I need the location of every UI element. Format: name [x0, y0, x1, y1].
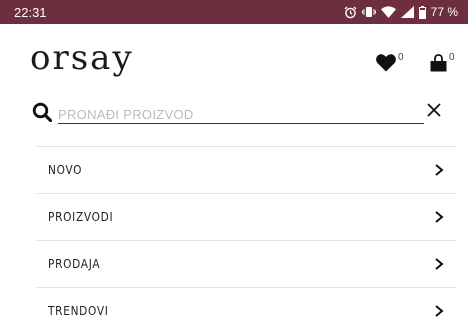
shopping-bag-icon [430, 54, 447, 72]
chevron-right-icon [434, 258, 444, 270]
vibrate-icon [362, 6, 376, 18]
menu-item-prodaja[interactable] [36, 240, 456, 287]
wishlist-button[interactable] [376, 54, 404, 72]
menu-item-label: NOVO [48, 163, 83, 177]
signal-icon [401, 6, 414, 18]
alarm-icon [344, 6, 357, 19]
category-menu [36, 146, 456, 329]
search-bar [32, 99, 440, 125]
chevron-right-icon [434, 211, 444, 223]
chevron-right-icon [434, 305, 444, 317]
menu-item-trendovi[interactable] [36, 287, 456, 329]
heart-icon [376, 54, 396, 72]
bag-count: 0 [449, 52, 455, 63]
chevron-right-icon [434, 164, 444, 176]
search-icon[interactable] [32, 102, 52, 122]
battery-percent: 77 % [430, 5, 458, 19]
app-header [0, 24, 468, 84]
menu-item-label: TRENDOVI [48, 304, 109, 318]
menu-item-proizvodi[interactable] [36, 193, 456, 240]
menu-item-label: PRODAJA [48, 257, 101, 271]
menu-item-label: PROIZVODI [48, 210, 114, 224]
search-input[interactable] [58, 100, 424, 124]
status-icons [344, 5, 458, 19]
close-icon[interactable] [426, 102, 442, 118]
battery-icon [419, 6, 426, 19]
orsay-logo[interactable]: orsay [30, 38, 134, 78]
wishlist-count: 0 [398, 52, 404, 63]
status-time: 22:31 [14, 4, 47, 20]
wifi-icon [381, 6, 396, 18]
shopping-bag-button[interactable] [430, 54, 455, 72]
menu-item-novo[interactable] [36, 146, 456, 193]
status-bar [0, 0, 468, 24]
